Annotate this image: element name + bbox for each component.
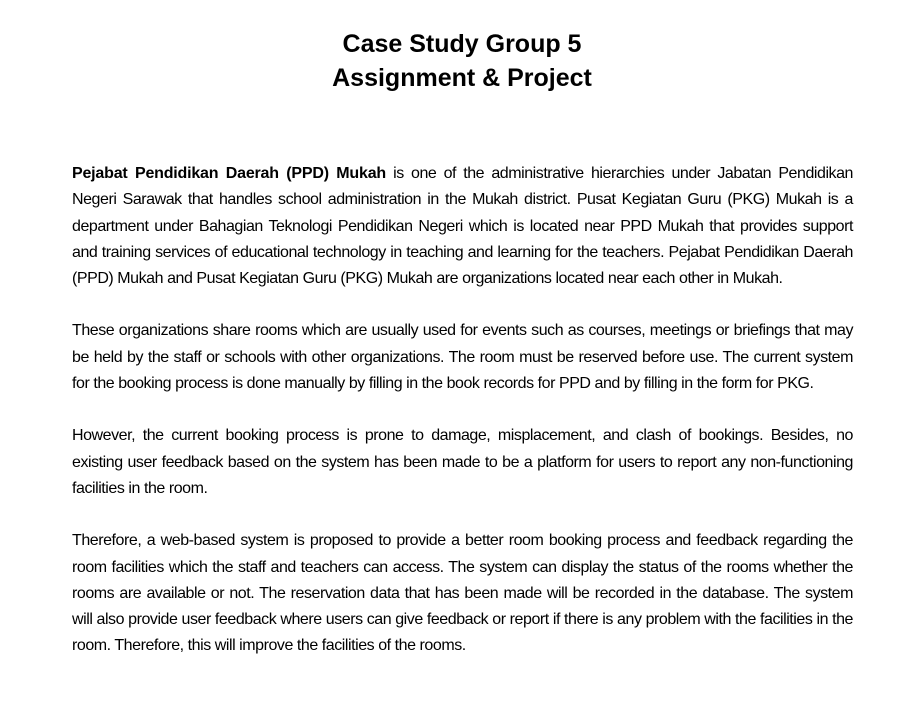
document-title: [0, 27, 912, 95]
title-line-1: Case Study Group 5: [342, 30, 582, 58]
paragraph-problems: However, the current booking process is prone to damage, misplacement, and clash of bookings. Besides, no existing user feedback based on the system has been made to be a platform for users to report any non-functioning facilities in the room.: [72, 427, 853, 497]
paragraph-shared-rooms: These organizations share rooms which are usually used for events such as courses, meetings or briefings that may be held by the staff or schools with other organizations. The room must be reserved before use. The current system for the booking process is done manually by filling in the book records for PPD and by filling in the form for PKG.: [72, 322, 853, 393]
document-body: [72, 161, 853, 686]
paragraph-intro: [72, 161, 853, 292]
paragraph-intro-text: is one of the administrative hierarchies under Jabatan Pendidikan Negeri Sarawak that handles school administration in the Mukah district. Pusat Kegiatan Guru (PKG) Mukah is a department under Bahagian Teknologi Pendidikan Negeri which is located near PPD Mukah that provides support and training services of educational technology in teaching and learning for the teachers. Pejabat Pendidikan Daerah (PPD) Mukah and Pusat Kegiatan Guru (PKG) Mukah are organizations located near each other in Mukah.: [72, 165, 853, 288]
paragraph-intro-lead: Pejabat Pendidikan Daerah (PPD) Mukah: [72, 165, 386, 182]
paragraph-proposal: Therefore, a web-based system is proposed to provide a better room booking process and feedback regarding the room facilities which the staff and teachers can access. The system can display the status of the rooms whether the rooms are available or not. The reservation data that has been made will be recorded in the database. The system will also provide user feedback where users can give feedback or report if there is any problem with the facilities in the room. Therefore, this will improve the facilities of the rooms.: [72, 532, 853, 655]
title-line-2: Assignment & Project: [332, 64, 592, 92]
